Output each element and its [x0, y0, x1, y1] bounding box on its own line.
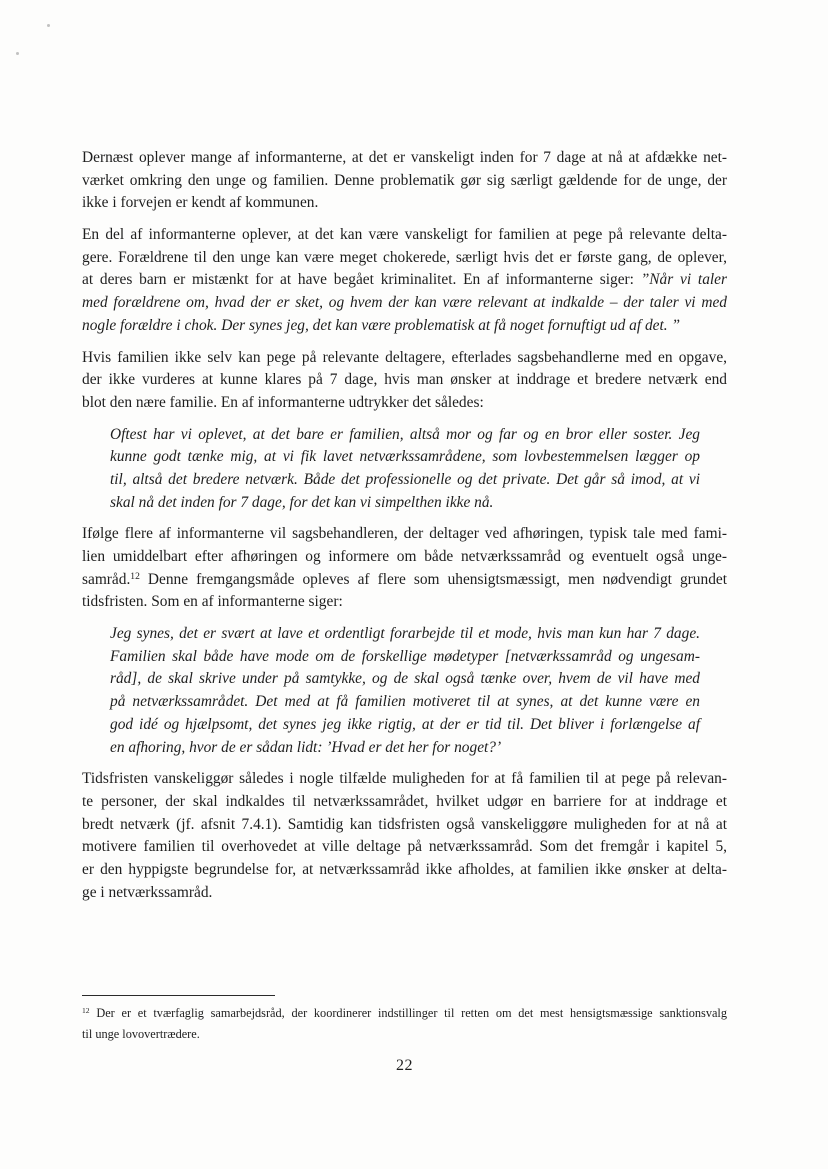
footnote-ref: 12 [82, 1006, 90, 1016]
footnote-ref: 12 [130, 570, 140, 582]
text-run: til, altså det bredere netværk. Både det professionelle og det private. Det går så imod, at vi [110, 470, 700, 488]
text-run: tidsfristen. Som en af informanterne siger: [82, 593, 343, 611]
text-run: bredt netværk (jf. afsnit 7.4.1). Samtidig kan tidsfristen også vanskeliggøre muligheden for at nå at [82, 815, 727, 833]
quote-line [110, 424, 700, 447]
paragraph-line [82, 147, 727, 170]
text-run: med forældrene om, hvad der er sket, og hvem der kan være relevant at indkalde – der taler vi med [82, 294, 727, 312]
text-run: Oftest har vi oplevet, at det bare er familien, altså mor og far og en bror eller soster. Jeg [110, 425, 700, 443]
body-paragraph [82, 523, 727, 614]
paragraph-line [82, 269, 727, 292]
paragraph-line [82, 791, 727, 814]
text-run: Familien skal både have mode om de forskellige mødetyper [netværkssamråd og ungesam- [110, 647, 700, 665]
body-paragraph [82, 147, 727, 215]
text-run: kunne godt tænke mig, at vi fik lavet netværkssamrådene, som lovbestemmelsen lægger op [110, 448, 700, 466]
text-run: på netværkssamrådet. Det med at få familien motiveret til at synes, at det kunne være en [110, 693, 700, 711]
text-run: værket omkring den unge og familien. Denne problematik gør sig særligt gældende for de unge, der [82, 171, 727, 189]
footnote-separator [82, 995, 275, 996]
paragraph-line [82, 247, 727, 270]
scan-speck [47, 24, 50, 27]
text-run: ge i netværkssamråd. [82, 883, 213, 901]
quote-block [110, 424, 700, 515]
text-run: der ikke vurderes at kunne klares på 7 dage, hvis man ønsker at inddrage et bredere netværk end [82, 371, 727, 389]
paragraph-line [82, 768, 727, 791]
text-run: motivere familien til overhovedet at ville deltage på netværkssamråd. Som det fremgår i kapitel 5, [82, 838, 727, 856]
text-run: at deres barn er mistænkt for at have begået kriminalitet. En af informanterne siger: [82, 271, 641, 289]
text-run: Der er et tværfaglig samarbejdsråd, der koordinerer indstillinger til retten om det mest hensigtsmæssige sanktionsvalg [89, 1006, 727, 1020]
text-run: er den hyppigste begrundelse for, at netværkssamråd ikke afholdes, at familien ikke ønsker at delta- [82, 860, 727, 878]
paragraph-line [82, 170, 727, 193]
quote-line [110, 646, 700, 669]
footnote-text [82, 1003, 727, 1044]
body-paragraph [82, 347, 727, 415]
text-run: Hvis familien ikke selv kan pege på relevante deltagere, efterlades sagsbehandlerne med en opgave, [82, 348, 727, 366]
paragraph-line [82, 523, 727, 546]
quote-line [110, 714, 700, 737]
text-run: Tidsfristen vanskeliggør således i nogle tilfælde muligheden for at få familien til at pege på relevan- [82, 770, 727, 788]
page-number: 22 [396, 1057, 413, 1074]
quote-line [110, 492, 700, 515]
text-run: ikke i forvejen er kendt af kommunen. [82, 194, 319, 212]
body-paragraph [82, 768, 727, 904]
footnote-area [82, 995, 727, 1044]
paragraph-line [82, 392, 727, 415]
paragraph-line [82, 369, 727, 392]
text-run: ”Når vi taler [640, 271, 727, 289]
scan-speck [16, 52, 19, 55]
body-paragraph [82, 224, 727, 337]
paragraph-line [82, 315, 727, 338]
text-run: samråd. [82, 570, 131, 588]
quote-line [110, 446, 700, 469]
text-run: til unge lovovertrædere. [82, 1026, 200, 1041]
paragraph-line [82, 836, 727, 859]
text-run: blot den nære familie. En af informanterne udtrykker det således: [82, 393, 484, 411]
paragraph-line [82, 882, 727, 905]
quote-line [110, 691, 700, 714]
paragraph-line [82, 224, 727, 247]
paragraph-line [82, 814, 727, 837]
text-run: Ifølge flere af informanterne vil sagsbehandleren, der deltager ved afhøringen, typisk tale med fami- [82, 525, 727, 543]
text-run: nogle forældre i chok. Der synes jeg, det kan være problematisk at få noget fornuftigt ud af det. ” [82, 316, 681, 334]
quote-line [110, 668, 700, 691]
footnote-line [82, 1003, 727, 1024]
text-run: skal nå det inden for 7 dage, for det kan vi simpelthen ikke nå. [110, 493, 494, 511]
text-run: Dernæst oplever mange af informanterne, at det er vanskeligt inden for 7 dage at nå at afdække net- [82, 149, 727, 166]
text-run: lien umiddelbart efter afhøringen og informere om både netværkssamråd og eventuelt også unge- [82, 548, 727, 565]
quote-line [110, 469, 700, 492]
text-run: Denne fremgangsmåde opleves af flere som uhensigtsmæssigt, men nødvendigt grundet [139, 570, 727, 588]
paragraph-line [82, 546, 727, 569]
text-run: god idé og hjælpsomt, det synes jeg ikke rigtig, at der er tid til. Det bliver i forlængelse af [110, 715, 700, 733]
document-body [82, 147, 727, 913]
paragraph-line [82, 292, 727, 315]
text-run: Jeg synes, det er svært at lave et ordentligt forarbejde til et mode, hvis man kun har 7 dage. [110, 625, 700, 643]
quote-line [110, 623, 700, 646]
quote-line [110, 737, 700, 760]
paragraph-line [82, 347, 727, 370]
text-run: En del af informanterne oplever, at det kan være vanskeligt for familien at pege på relevante delta- [82, 226, 727, 244]
text-run: gere. Forældrene til den unge kan være meget chokerede, særligt hvis det er første gang, de oplever, [82, 248, 727, 266]
text-run: en afhoring, hvor de er sådan lidt: ’Hvad er det her for noget?’ [110, 738, 502, 756]
quote-block [110, 623, 700, 759]
paragraph-line [82, 569, 727, 592]
paragraph-line [82, 859, 727, 882]
paragraph-line [82, 192, 727, 215]
text-run: råd], de skal skrive under på samtykke, og de skal også tænke over, hvem de vil have med [110, 670, 700, 688]
paragraph-line [82, 591, 727, 614]
text-run: te personer, der skal indkaldes til netværkssamrådet, hvilket udgør en barriere for at inddrage et [82, 792, 727, 810]
footnote-line [82, 1024, 727, 1045]
